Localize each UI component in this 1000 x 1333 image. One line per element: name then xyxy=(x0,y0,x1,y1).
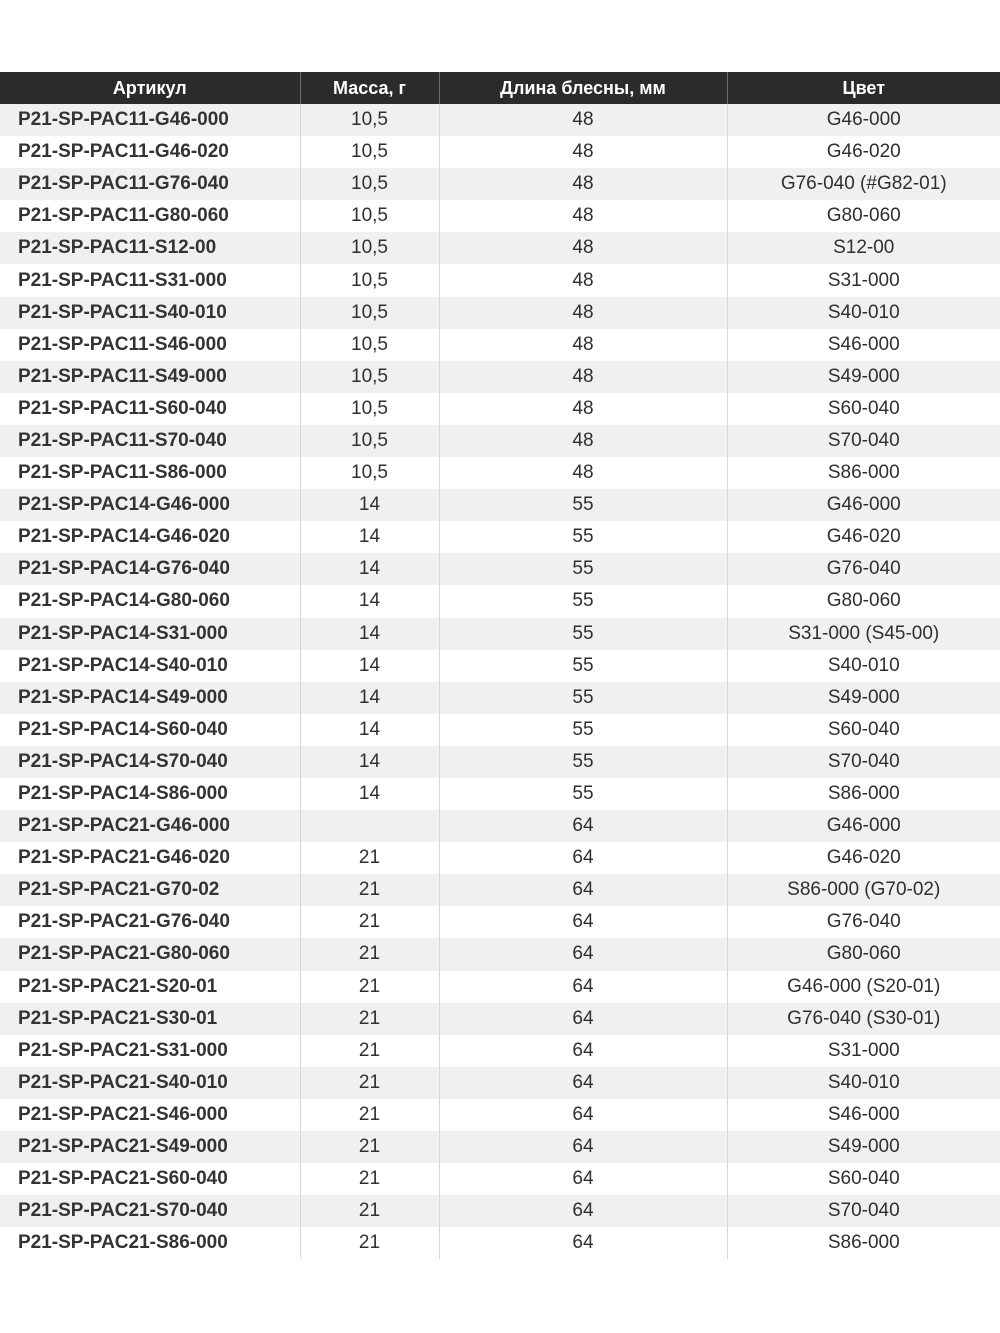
table-row xyxy=(0,232,1000,264)
cell-color: S60-040 xyxy=(727,1163,1000,1195)
table-row xyxy=(0,650,1000,682)
cell-mass: 10,5 xyxy=(300,168,439,200)
cell-color: G46-000 xyxy=(727,489,1000,521)
cell-length: 64 xyxy=(439,1131,727,1163)
cell-mass: 21 xyxy=(300,1163,439,1195)
cell-article: P21-SP-PAC14-S70-040 xyxy=(0,746,300,778)
table-row xyxy=(0,425,1000,457)
cell-color: S46-000 xyxy=(727,329,1000,361)
cell-mass: 21 xyxy=(300,1195,439,1227)
cell-article: P21-SP-PAC21-S30-01 xyxy=(0,1003,300,1035)
cell-mass: 21 xyxy=(300,842,439,874)
cell-mass: 14 xyxy=(300,682,439,714)
cell-color: G46-020 xyxy=(727,136,1000,168)
table-row xyxy=(0,874,1000,906)
cell-mass: 10,5 xyxy=(300,136,439,168)
cell-article: P21-SP-PAC21-S60-040 xyxy=(0,1163,300,1195)
cell-mass: 14 xyxy=(300,553,439,585)
cell-length: 55 xyxy=(439,521,727,553)
cell-mass: 14 xyxy=(300,489,439,521)
table-row xyxy=(0,618,1000,650)
cell-length: 55 xyxy=(439,489,727,521)
cell-length: 55 xyxy=(439,778,727,810)
cell-article: P21-SP-PAC14-G46-020 xyxy=(0,521,300,553)
cell-mass: 14 xyxy=(300,618,439,650)
cell-mass: 21 xyxy=(300,971,439,1003)
cell-article: P21-SP-PAC14-S86-000 xyxy=(0,778,300,810)
cell-color: S70-040 xyxy=(727,1195,1000,1227)
cell-mass xyxy=(300,810,439,842)
cell-mass: 14 xyxy=(300,650,439,682)
cell-article: P21-SP-PAC11-S40-010 xyxy=(0,297,300,329)
table-row xyxy=(0,297,1000,329)
cell-length: 48 xyxy=(439,329,727,361)
cell-length: 48 xyxy=(439,136,727,168)
cell-length: 64 xyxy=(439,1195,727,1227)
table-body xyxy=(0,104,1000,1259)
product-table xyxy=(0,72,1000,1259)
cell-color: G76-040 (#G82-01) xyxy=(727,168,1000,200)
table-row xyxy=(0,1227,1000,1259)
cell-length: 64 xyxy=(439,1035,727,1067)
cell-length: 48 xyxy=(439,264,727,296)
cell-length: 64 xyxy=(439,971,727,1003)
cell-length: 48 xyxy=(439,425,727,457)
cell-color: S86-000 xyxy=(727,778,1000,810)
table-row xyxy=(0,1099,1000,1131)
product-table-container xyxy=(0,72,1000,1259)
cell-mass: 21 xyxy=(300,1099,439,1131)
table-row xyxy=(0,264,1000,296)
cell-length: 64 xyxy=(439,906,727,938)
cell-mass: 10,5 xyxy=(300,200,439,232)
cell-color: S12-00 xyxy=(727,232,1000,264)
cell-article: P21-SP-PAC21-S31-000 xyxy=(0,1035,300,1067)
cell-article: P21-SP-PAC21-S49-000 xyxy=(0,1131,300,1163)
cell-length: 64 xyxy=(439,810,727,842)
cell-length: 48 xyxy=(439,104,727,136)
cell-article: P21-SP-PAC11-G76-040 xyxy=(0,168,300,200)
cell-color: S49-000 xyxy=(727,682,1000,714)
header-length: Длина блесны, мм xyxy=(439,72,727,104)
cell-length: 55 xyxy=(439,650,727,682)
cell-article: P21-SP-PAC21-S70-040 xyxy=(0,1195,300,1227)
cell-article: P21-SP-PAC21-G80-060 xyxy=(0,938,300,970)
table-row xyxy=(0,1163,1000,1195)
cell-length: 64 xyxy=(439,1099,727,1131)
cell-mass: 10,5 xyxy=(300,297,439,329)
table-row xyxy=(0,778,1000,810)
cell-mass: 21 xyxy=(300,1131,439,1163)
cell-color: S31-000 xyxy=(727,264,1000,296)
cell-mass: 21 xyxy=(300,874,439,906)
cell-color: G46-020 xyxy=(727,521,1000,553)
cell-color: G76-040 xyxy=(727,906,1000,938)
cell-mass: 14 xyxy=(300,585,439,617)
cell-length: 48 xyxy=(439,297,727,329)
cell-mass: 14 xyxy=(300,714,439,746)
cell-article: P21-SP-PAC21-G46-020 xyxy=(0,842,300,874)
cell-mass: 10,5 xyxy=(300,457,439,489)
cell-color: G80-060 xyxy=(727,585,1000,617)
cell-article: P21-SP-PAC11-S60-040 xyxy=(0,393,300,425)
cell-color: G76-040 xyxy=(727,553,1000,585)
cell-article: P21-SP-PAC14-G80-060 xyxy=(0,585,300,617)
table-row xyxy=(0,457,1000,489)
cell-article: P21-SP-PAC11-S86-000 xyxy=(0,457,300,489)
cell-mass: 10,5 xyxy=(300,425,439,457)
cell-color: G76-040 (S30-01) xyxy=(727,1003,1000,1035)
cell-length: 64 xyxy=(439,1067,727,1099)
cell-color: G46-020 xyxy=(727,842,1000,874)
cell-color: S86-000 (G70-02) xyxy=(727,874,1000,906)
cell-mass: 21 xyxy=(300,1003,439,1035)
cell-mass: 10,5 xyxy=(300,104,439,136)
cell-length: 64 xyxy=(439,1227,727,1259)
cell-length: 64 xyxy=(439,874,727,906)
cell-article: P21-SP-PAC21-S46-000 xyxy=(0,1099,300,1131)
table-row xyxy=(0,1003,1000,1035)
cell-article: P21-SP-PAC11-G80-060 xyxy=(0,200,300,232)
table-row xyxy=(0,136,1000,168)
cell-color: S86-000 xyxy=(727,457,1000,489)
cell-article: P21-SP-PAC11-G46-020 xyxy=(0,136,300,168)
cell-length: 48 xyxy=(439,393,727,425)
cell-length: 64 xyxy=(439,1003,727,1035)
cell-article: P21-SP-PAC14-G46-000 xyxy=(0,489,300,521)
cell-color: S46-000 xyxy=(727,1099,1000,1131)
table-header xyxy=(0,72,1000,104)
cell-article: P21-SP-PAC14-S49-000 xyxy=(0,682,300,714)
table-row xyxy=(0,585,1000,617)
cell-mass: 14 xyxy=(300,521,439,553)
table-row xyxy=(0,1131,1000,1163)
cell-article: P21-SP-PAC21-G70-02 xyxy=(0,874,300,906)
cell-mass: 21 xyxy=(300,1067,439,1099)
cell-length: 55 xyxy=(439,585,727,617)
cell-mass: 10,5 xyxy=(300,264,439,296)
table-row xyxy=(0,489,1000,521)
cell-length: 55 xyxy=(439,746,727,778)
table-row xyxy=(0,200,1000,232)
cell-mass: 21 xyxy=(300,906,439,938)
table-row xyxy=(0,842,1000,874)
cell-color: S60-040 xyxy=(727,393,1000,425)
cell-color: S31-000 (S45-00) xyxy=(727,618,1000,650)
table-row xyxy=(0,714,1000,746)
table-row xyxy=(0,329,1000,361)
cell-color: G46-000 xyxy=(727,104,1000,136)
cell-article: P21-SP-PAC11-S46-000 xyxy=(0,329,300,361)
cell-mass: 14 xyxy=(300,746,439,778)
table-row xyxy=(0,810,1000,842)
cell-color: S70-040 xyxy=(727,746,1000,778)
cell-color: G80-060 xyxy=(727,938,1000,970)
table-row xyxy=(0,971,1000,1003)
cell-article: P21-SP-PAC14-S40-010 xyxy=(0,650,300,682)
table-row xyxy=(0,393,1000,425)
cell-color: S40-010 xyxy=(727,650,1000,682)
cell-length: 48 xyxy=(439,457,727,489)
cell-mass: 21 xyxy=(300,1035,439,1067)
cell-length: 48 xyxy=(439,200,727,232)
header-color: Цвет xyxy=(727,72,1000,104)
cell-color: S70-040 xyxy=(727,425,1000,457)
cell-length: 64 xyxy=(439,938,727,970)
cell-length: 55 xyxy=(439,714,727,746)
table-row xyxy=(0,168,1000,200)
table-row xyxy=(0,1195,1000,1227)
cell-article: P21-SP-PAC14-S31-000 xyxy=(0,618,300,650)
cell-article: P21-SP-PAC21-S20-01 xyxy=(0,971,300,1003)
table-row xyxy=(0,553,1000,585)
cell-color: S49-000 xyxy=(727,361,1000,393)
cell-length: 48 xyxy=(439,232,727,264)
cell-color: S86-000 xyxy=(727,1227,1000,1259)
cell-color: S31-000 xyxy=(727,1035,1000,1067)
cell-article: P21-SP-PAC21-S86-000 xyxy=(0,1227,300,1259)
table-row xyxy=(0,361,1000,393)
header-mass: Масса, г xyxy=(300,72,439,104)
cell-color: S40-010 xyxy=(727,297,1000,329)
cell-mass: 14 xyxy=(300,778,439,810)
cell-mass: 10,5 xyxy=(300,393,439,425)
table-row xyxy=(0,521,1000,553)
table-row xyxy=(0,1067,1000,1099)
table-row xyxy=(0,1035,1000,1067)
header-row xyxy=(0,72,1000,104)
cell-mass: 10,5 xyxy=(300,361,439,393)
cell-color: G80-060 xyxy=(727,200,1000,232)
table-row xyxy=(0,906,1000,938)
cell-length: 64 xyxy=(439,842,727,874)
cell-length: 55 xyxy=(439,682,727,714)
cell-mass: 10,5 xyxy=(300,232,439,264)
cell-length: 48 xyxy=(439,168,727,200)
cell-article: P21-SP-PAC11-S12-00 xyxy=(0,232,300,264)
cell-color: G46-000 xyxy=(727,810,1000,842)
table-row xyxy=(0,104,1000,136)
cell-article: P21-SP-PAC14-S60-040 xyxy=(0,714,300,746)
table-row xyxy=(0,938,1000,970)
cell-length: 55 xyxy=(439,553,727,585)
cell-article: P21-SP-PAC11-S31-000 xyxy=(0,264,300,296)
cell-color: S60-040 xyxy=(727,714,1000,746)
cell-color: S49-000 xyxy=(727,1131,1000,1163)
cell-article: P21-SP-PAC11-G46-000 xyxy=(0,104,300,136)
table-row xyxy=(0,746,1000,778)
cell-color: G46-000 (S20-01) xyxy=(727,971,1000,1003)
cell-mass: 10,5 xyxy=(300,329,439,361)
cell-article: P21-SP-PAC21-G46-000 xyxy=(0,810,300,842)
cell-length: 48 xyxy=(439,361,727,393)
cell-article: P21-SP-PAC11-S49-000 xyxy=(0,361,300,393)
cell-color: S40-010 xyxy=(727,1067,1000,1099)
table-row xyxy=(0,682,1000,714)
cell-length: 64 xyxy=(439,1163,727,1195)
cell-article: P21-SP-PAC11-S70-040 xyxy=(0,425,300,457)
cell-article: P21-SP-PAC21-G76-040 xyxy=(0,906,300,938)
cell-mass: 21 xyxy=(300,1227,439,1259)
header-article: Артикул xyxy=(0,72,300,104)
cell-mass: 21 xyxy=(300,938,439,970)
cell-article: P21-SP-PAC14-G76-040 xyxy=(0,553,300,585)
cell-length: 55 xyxy=(439,618,727,650)
cell-article: P21-SP-PAC21-S40-010 xyxy=(0,1067,300,1099)
